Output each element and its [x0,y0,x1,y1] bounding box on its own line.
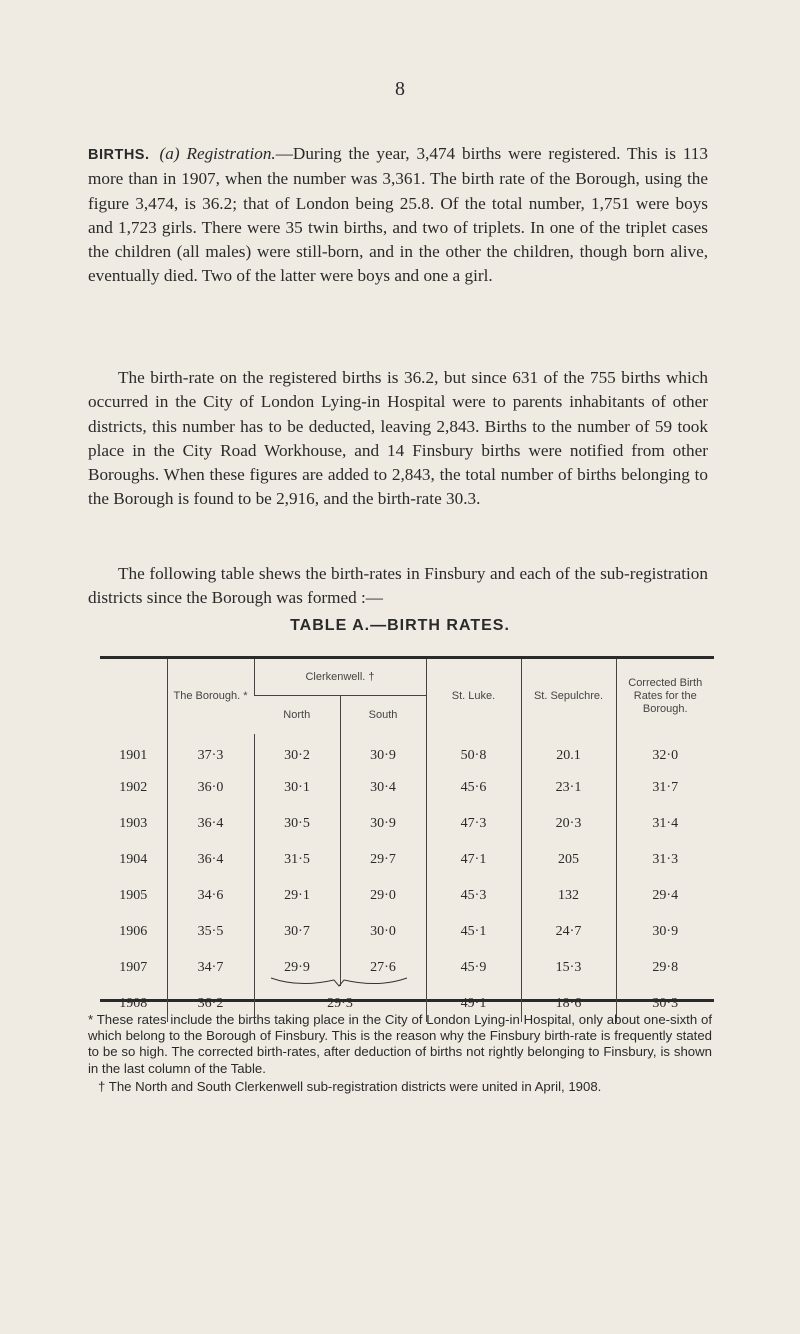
cell-corrected: 32·0 [616,734,714,770]
cell-south: 29·0 [340,878,426,914]
cell-borough: 36·4 [167,806,254,842]
cell-south: 29·7 [340,842,426,878]
paragraph-birth-rate: The birth-rate on the registered births is 36.2, but since 631 of the 755 births which occurred in the City of London Lying-in Hospital were to parents inhabitants of other districts, this number has to be deducted, leaving 2,843. Births to the number of 59 took place in the City Road Workhouse, and 14 Finsbury births were notified from other Boroughs. When these figures are added to 2,843, the total number of births belonging to the Borough is found to be 2,916, and the birth-rate 30.3. [88,368,708,509]
section-heading: BIRTHS. [88,147,150,163]
cell-year: 1907 [119,960,148,975]
cell-borough: 36·0 [167,770,254,806]
cell-st-sepulchre: 23·1 [521,770,616,806]
cell-st-luke: 45·6 [426,770,521,806]
footnotes [88,1012,712,1095]
cell-north: 30·5 [254,806,340,842]
cell-south: 30·9 [340,806,426,842]
cell-year: 1904 [119,852,148,867]
cell-corrected: 29·8 [616,950,714,986]
cell-year: 1903 [119,816,148,831]
header-year [100,659,167,734]
header-clerkenwell: Clerkenwell. † [254,659,426,696]
cell-corrected: 31·3 [616,842,714,878]
header-st-luke: St. Luke. [426,659,521,734]
cell-st-sepulchre: 24·7 [521,914,616,950]
cell-year: 1906 [119,924,148,939]
footnote-star: * These rates include the births taking place in the City of London Lying-in Hospital, only about one-sixth of which belong to the Borough of Finsbury. This is the reason why the Finsbury birth-rate is frequently stated to be so high. The corrected birth-rates, after deduction of births not rightly belonging to Finsbury, is shown in the last column of the Table. [88,1012,712,1076]
cell-year: 1908 [119,996,148,1011]
birth-rates-table [100,656,714,1011]
cell-north: 30·1 [254,770,340,806]
cell-north: 29·1 [254,878,340,914]
cell-st-luke: 49·1 [426,986,521,1022]
table-row [100,878,714,914]
cell-north: 29·9 [254,950,340,986]
cell-borough: 37·3 [167,734,254,770]
header-borough: The Borough. * [167,659,254,734]
cell-corrected: 29·4 [616,878,714,914]
paragraph-births-registration [88,142,708,289]
cell-borough: 34·6 [167,878,254,914]
cell-clerkenwell-value: 29·3 [327,996,353,1011]
cell-borough: 36·2 [167,986,254,1022]
cell-north: 30·2 [254,734,340,770]
cell-north: 30·7 [254,914,340,950]
cell-corrected: 31·7 [616,770,714,806]
cell-st-luke: 47·1 [426,842,521,878]
header-corrected: Corrected Birth Rates for the Borough. [616,659,714,734]
table-row [100,734,714,770]
cell-st-luke: 45·3 [426,878,521,914]
table-row [100,914,714,950]
paragraph-text: —During the year, 3,474 births were registered. This is 113 more than in 1907, when the number was 3,361. The birth rate of the Borough, using the figure 3,474, is 36.2; that of London being 25.8. Of the total number, 1,751 were boys and 1,723 girls. There were 35 twin births, and two of triplets. In one of the triplet cases the children (all males) were still-born, and in the other the children, though born alive, eventually died. Two of the latter were boys and one a girl. [88,144,708,286]
cell-year: 1905 [119,888,148,903]
table-row [100,842,714,878]
cell-borough: 36·4 [167,842,254,878]
cell-st-luke: 45·1 [426,914,521,950]
header-north: North [283,708,311,721]
paragraph-table-intro: The following table shews the birth-rates in Finsbury and each of the sub-registration districts since the Borough was formed :— [88,564,708,608]
cell-st-luke: 47·3 [426,806,521,842]
cell-south: 27·6 [340,950,426,986]
header-south: South [340,696,426,735]
table-row [100,806,714,842]
page-number: 8 [395,78,405,100]
cell-borough: 34·7 [167,950,254,986]
subsection-heading: (a) Registration. [159,144,276,163]
cell-corrected: 30·9 [616,914,714,950]
cell-corrected: 31·4 [616,806,714,842]
cell-south: 30·4 [340,770,426,806]
cell-st-sepulchre: 20.1 [521,734,616,770]
header-st-sepulchre: St. Sepulchre. [521,659,616,734]
cell-north: 31·5 [254,842,340,878]
cell-st-sepulchre: 20·3 [521,806,616,842]
cell-borough: 35·5 [167,914,254,950]
table-title: TABLE A.—BIRTH RATES. [290,617,510,634]
table-row [100,770,714,806]
cell-st-luke: 50·8 [426,734,521,770]
brace-icon [269,976,409,988]
cell-south: 30·0 [340,914,426,950]
cell-st-sepulchre: 205 [521,842,616,878]
cell-st-luke: 45·9 [426,950,521,986]
cell-year: 1902 [119,780,148,795]
cell-corrected: 30·3 [616,986,714,1022]
cell-st-sepulchre: 18·6 [521,986,616,1022]
cell-year: 1901 [119,748,148,763]
footnote-dagger: † The North and South Clerkenwell sub-registration districts were united in April, 1908. [98,1078,602,1094]
cell-st-sepulchre: 132 [521,878,616,914]
cell-st-sepulchre: 15·3 [521,950,616,986]
cell-south: 30·9 [340,734,426,770]
